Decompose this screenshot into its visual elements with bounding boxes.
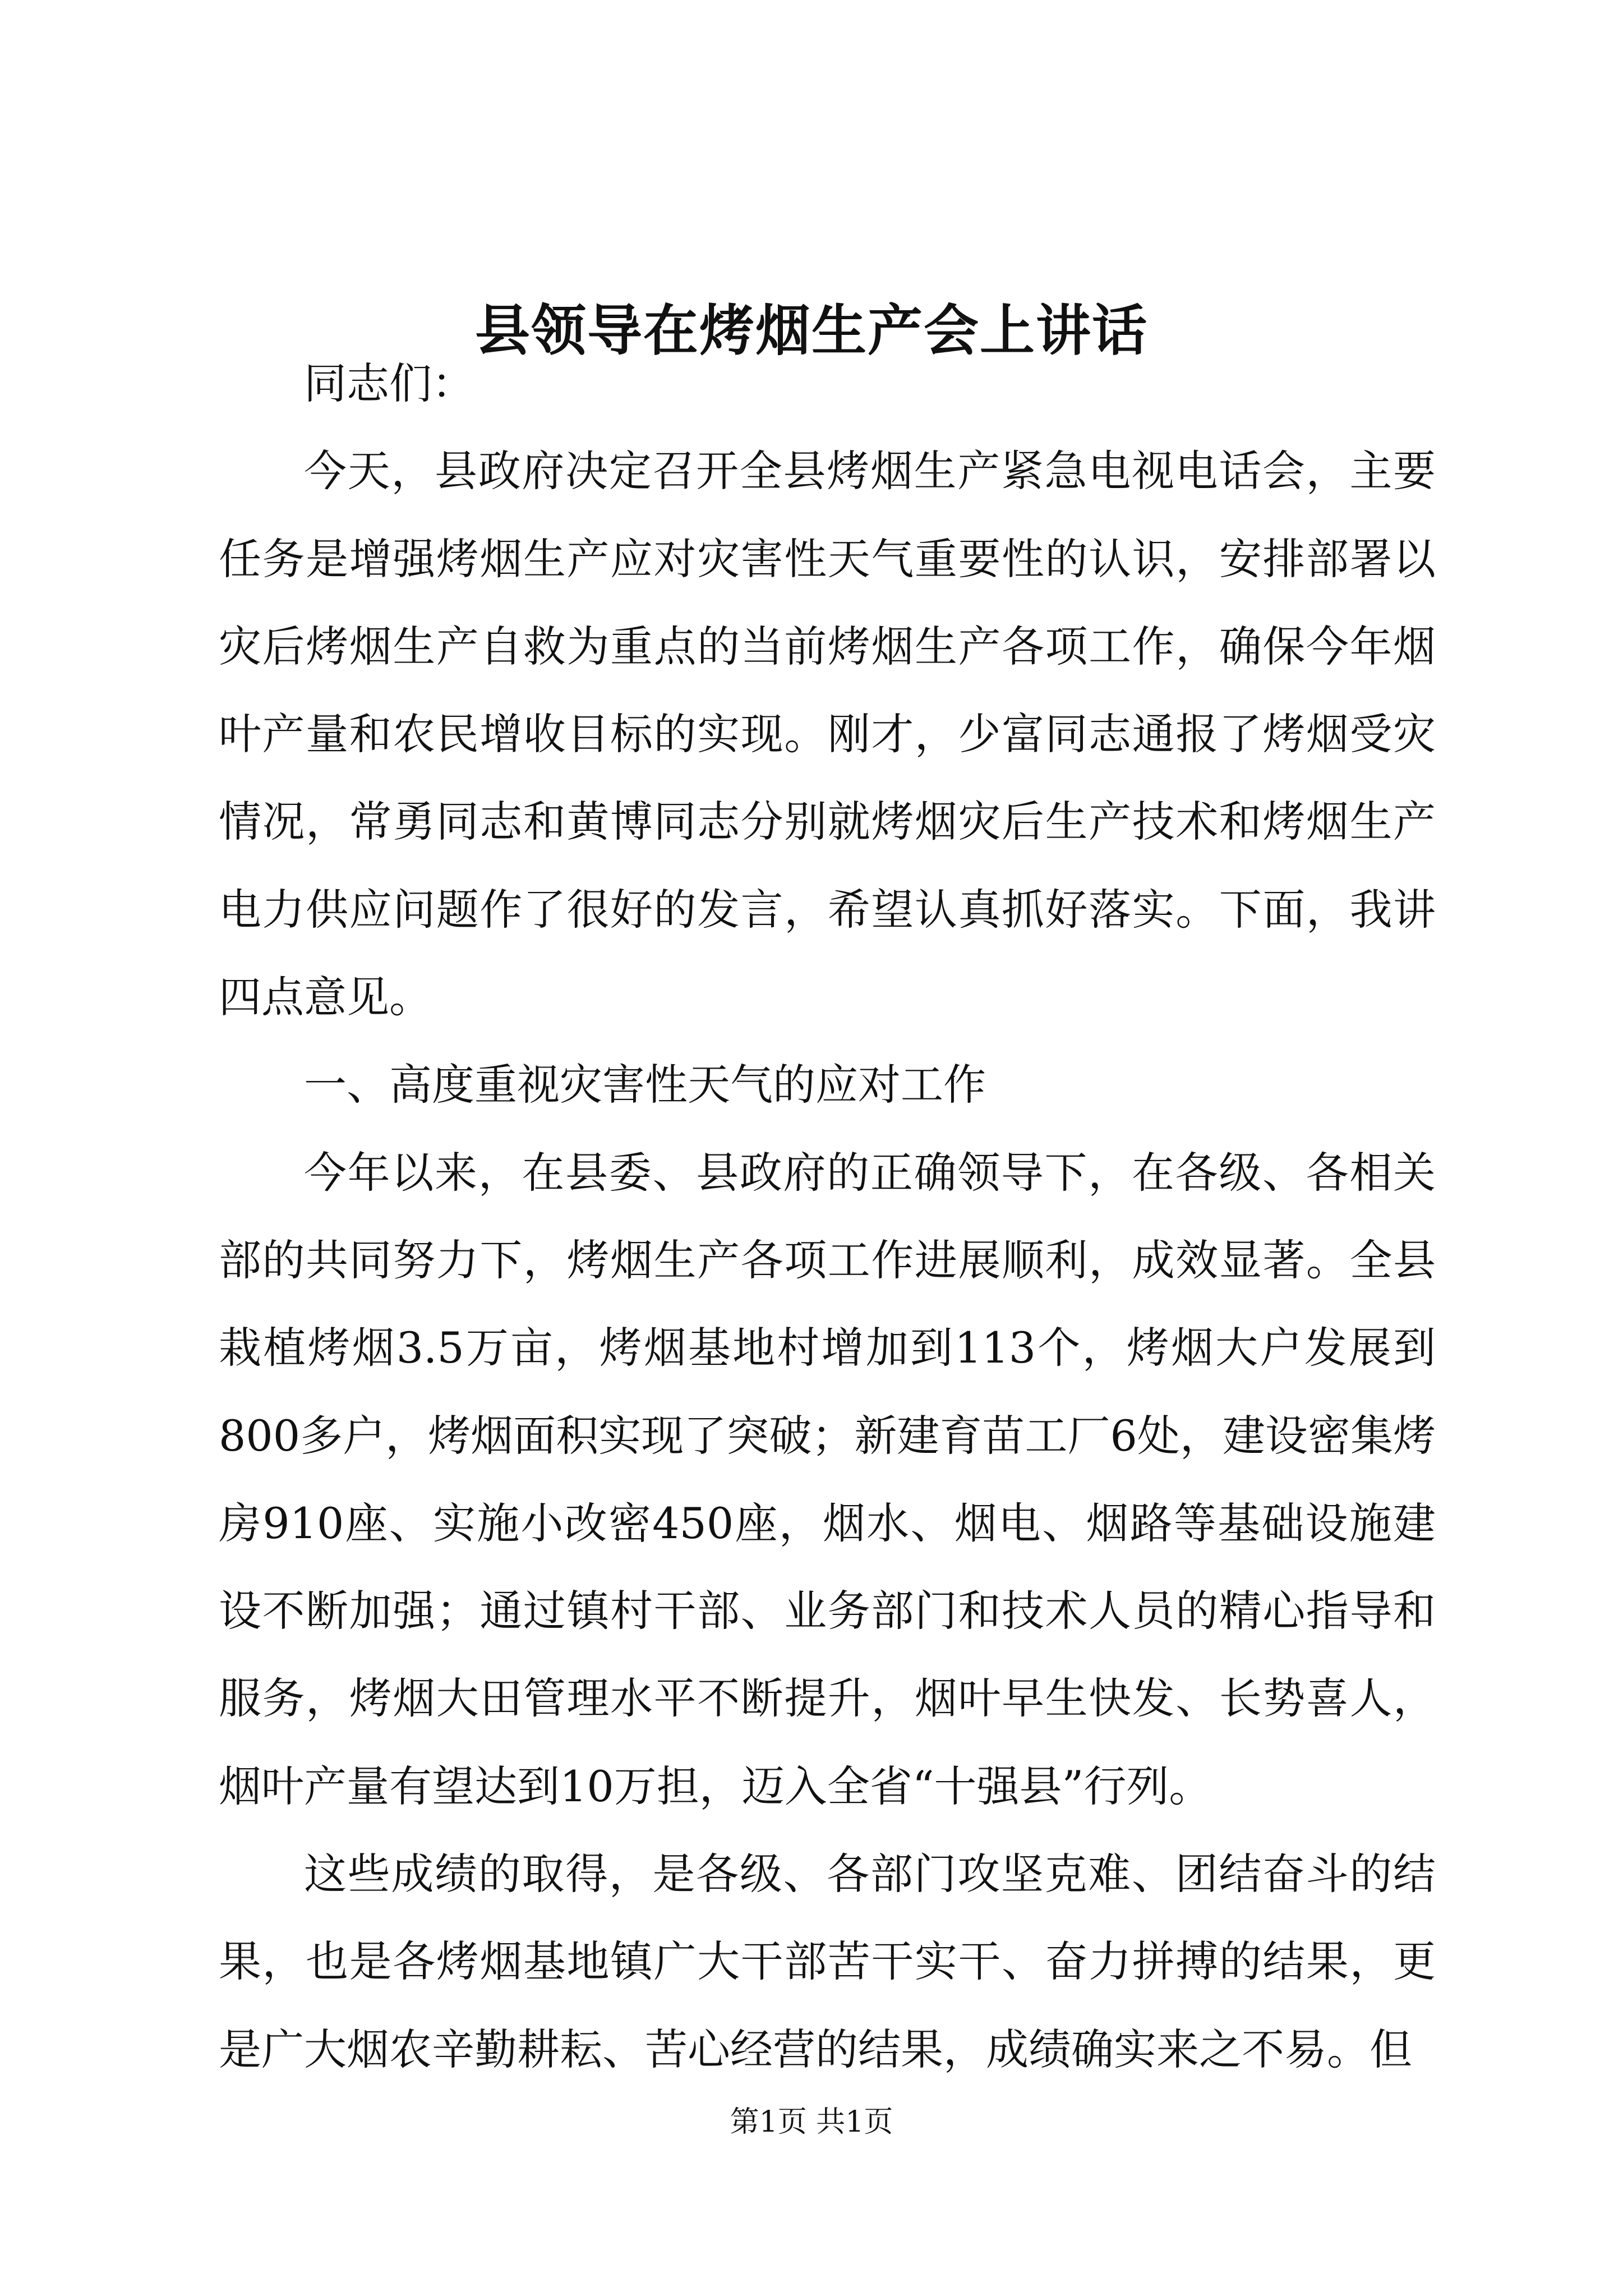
achievements-paragraph: 今年以来，在县委、县政府的正确领导下，在各级、各相关部的共同努力下，烤烟生产各项工作进展顺利，成效显著。全县栽植烤烟3.5万亩，烤烟基地村增加到113个，烤烟大户发展到800多户，烤烟面积实现了突破；新建育苗工厂6处，建设密集烤房910座、实施小改密450座，烟水、烟电、烟路等基础设施建设不断加强；通过镇村干部、业务部门和技术人员的精心指导和服务，烤烟大田管理水平不断提升，烟叶早生快发、长势喜人，烟叶产量有望达到10万担，迈入全省“十强县”行列。 <box>219 1147 1436 1811</box>
salutation-paragraph: 同志们： <box>304 358 474 408</box>
intro-paragraph: 今天，县政府决定召开全县烤烟生产紧急电视电话会，主要任务是增强烤烟生产应对灾害性天气重要性的认识，安排部署以灾后烤烟生产自救为重点的当前烤烟生产各项工作，确保今年烟叶产量和农民增收目标的实现。刚才，少富同志通报了烤烟受灾情况，常勇同志和黄博同志分别就烤烟灾后生产技术和烤烟生产电力供应问题作了很好的发言，希望认真抓好落实。下面，我讲四点意见。 <box>219 446 1436 1023</box>
results-paragraph: 这些成绩的取得，是各级、各部门攻坚克难、团结奋斗的结果，也是各烤烟基地镇广大干部苦干实干、奋力拼搏的结果，更是广大烟农辛勤耕耘、苦心经营的结果，成绩确实来之不易。但 <box>219 1849 1436 2074</box>
document-body <box>219 340 1436 2093</box>
section-heading: 一、高度重视灾害性天气的应对工作 <box>304 1060 986 1110</box>
page-footer: 第1页 共1页 <box>730 2105 893 2139</box>
document-title: 县领导在烤烟生产会上讲话 <box>474 298 1148 363</box>
